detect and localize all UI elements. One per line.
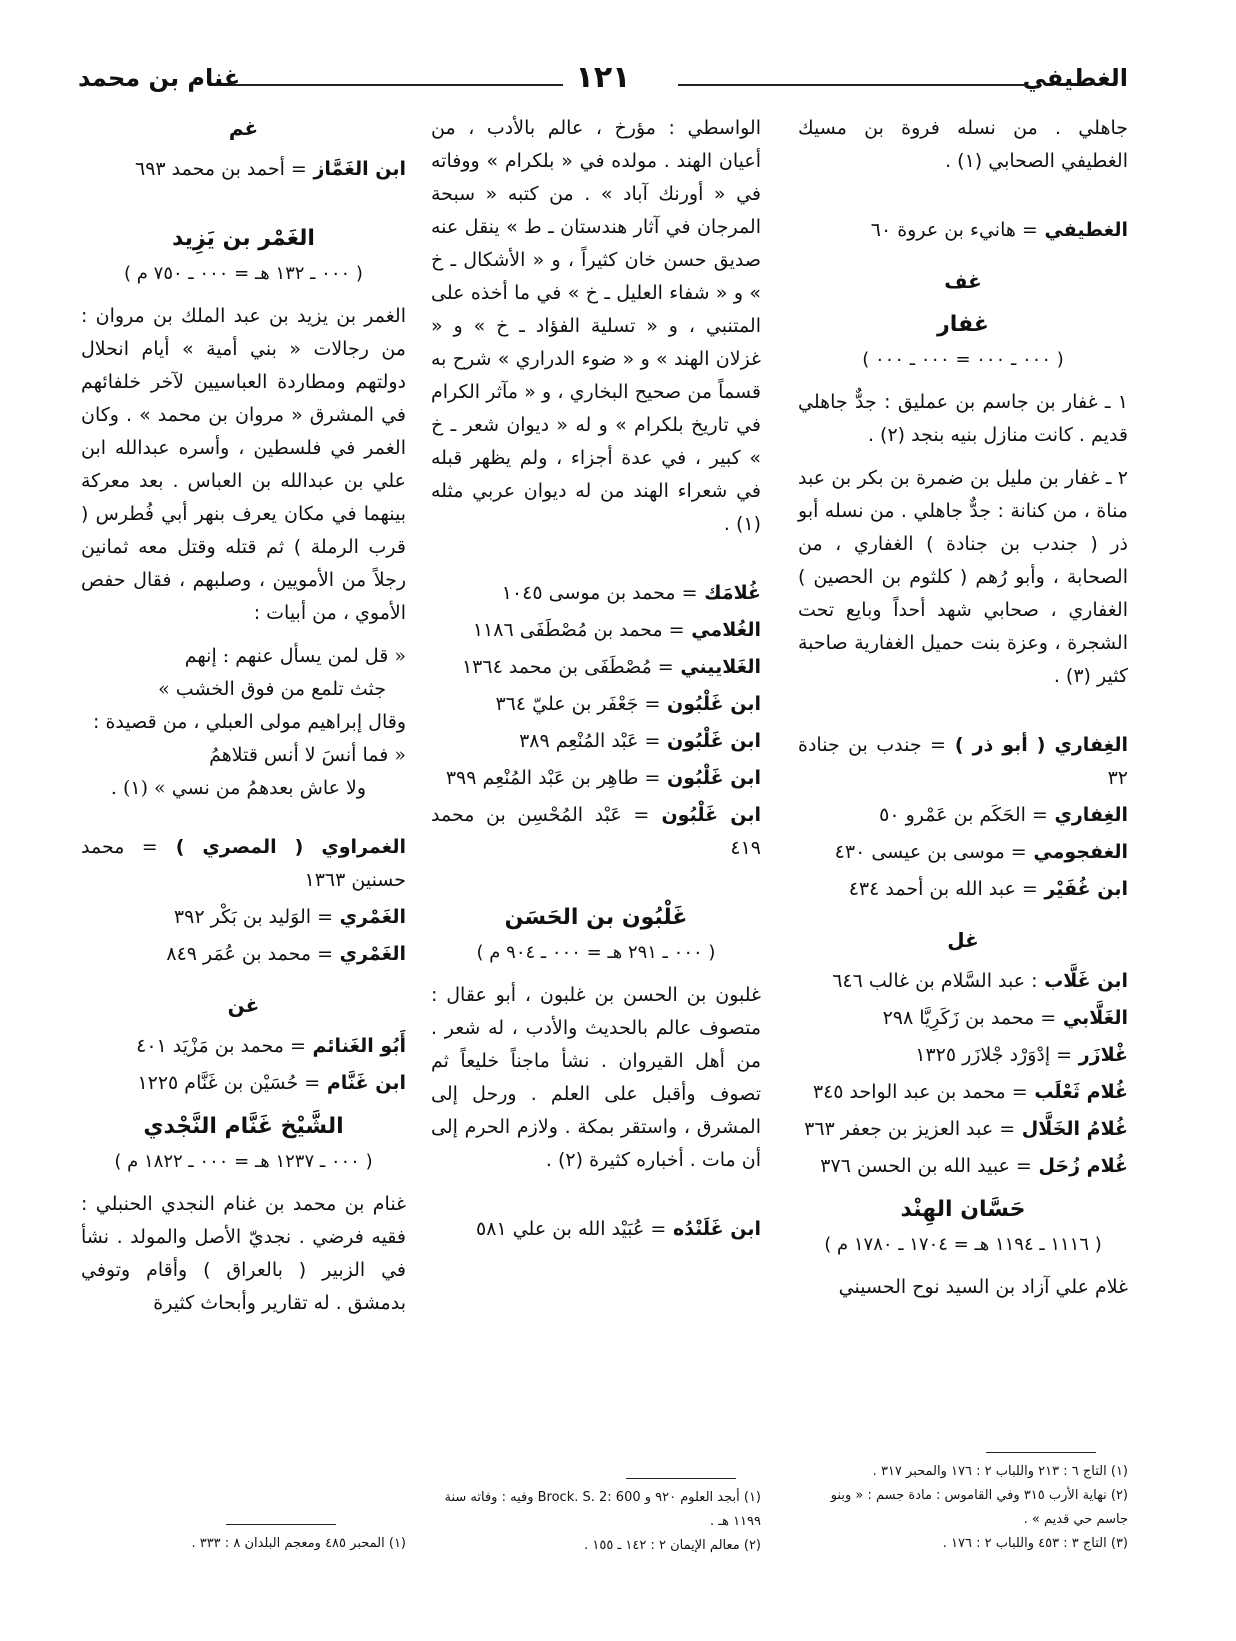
headword: الغِفاري ( أبو ذر ) xyxy=(945,734,1128,756)
verse-line: « فما أنسَ لا أنس قتلاهمُ xyxy=(209,744,406,766)
headword: الغطيفي xyxy=(1037,219,1128,241)
cross-reference: ابن غَلَنْدُه = عُبَيْد الله بن علي ٥٨١ xyxy=(476,1218,761,1240)
entry-heading: الغَمْر بن يَزِيد xyxy=(172,226,315,251)
cross-reference: ابن غَلْبُون = عَبْد المُحْسِن بن محمد ٤١٩ xyxy=(431,804,761,859)
paragraph: غلام علي آزاد بن السيد نوح الحسيني xyxy=(838,1276,1128,1298)
verse-line: ولا عاش بعدهمُ من نسي » (١) . xyxy=(110,777,366,799)
paragraph: ٢ ـ غفار بن مليل بن ضمرة بن بكر بن عبد مناة ، من كنانة : جدٌّ جاهلي . من نسله أبو ذر ( جندب بن جنادة ) الغفاري ، من الصحابة ، وأبو رُهم ( كلثوم بن الحصين ) الغفاري ، صحابي شهد أحداً وبايع تحت الشجرة ، وعزة بنت حميل الغفارية صاحبة كثير (٣) . xyxy=(798,467,1128,687)
column-left xyxy=(81,112,406,1330)
column-middle xyxy=(431,112,761,1250)
headword: ابن غَلْبُون xyxy=(660,730,761,752)
headword: غْلازَر xyxy=(1072,1044,1128,1066)
cross-reference: غْلازَر = إدْوَرْد جْلازَر ١٣٢٥ xyxy=(915,1044,1128,1066)
footnote: (١) التاج ٦ : ٢١٣ واللباب ٢ : ١٧٦ والمحبر ٣١٧ . xyxy=(872,1464,1128,1479)
paragraph: الغمر بن يزيد بن عبد الملك بن مروان : من رجالات « بني أمية » أيام انحلال دولتهم ومطاردة العباسيين لآخر خلفائهم في المشرق « مروان بن محمد » . وكان الغمر في فلسطين ، وأسره عبدالله ابن علي بن عبدالله بن العباس . بعد معركة بينهما في مكان يعرف بنهر أبي فُطرس ( قرب الرملة ) ثم قتله وقتل معه ثمانين رجلاً من الأمويين ، وصلبهم ، فقال حفص الأموي ، من أبيات : xyxy=(81,305,406,624)
headword: ابن الغَمَّاز xyxy=(306,158,406,180)
footnotes-right xyxy=(798,1460,1128,1556)
headword: الغفجومي xyxy=(1026,841,1128,863)
header-right-word: الغطيفي xyxy=(1022,64,1128,92)
footnote-rule xyxy=(986,1452,1096,1453)
paragraph: وقال إبراهيم مولى العبلي ، من قصيدة : xyxy=(93,711,406,733)
cross-reference: الغَلاييني = مُصْطَفَى بن محمد ١٣٦٤ xyxy=(461,656,761,678)
entry-dates: ( ٠٠٠ ـ ١٢٣٧ هـ = ٠٠٠ ـ ١٨٢٢ م ) xyxy=(114,1151,373,1172)
cross-reference: الغِفاري = الحَكَم بن عَمْرو ٥٠ xyxy=(879,804,1128,826)
column-right xyxy=(798,112,1128,1314)
running-head xyxy=(78,60,1128,104)
header-rule-right xyxy=(678,84,1028,86)
headword: ابن غَلْبُون xyxy=(660,693,761,715)
cross-reference: الغطيفي = هانيء بن عروة ٦٠ xyxy=(870,219,1128,241)
cross-reference: الغمراوي ( المصري ) = محمد حسنين ١٣٦٣ xyxy=(81,836,406,891)
cross-reference: ابن غَلَّاب : عبد السَّلام بن غالب ٦٤٦ xyxy=(832,970,1128,992)
headword: أَبُو الغَنائم xyxy=(305,1035,406,1057)
headword: غُلام زُحَل xyxy=(1031,1155,1128,1177)
footnote: (١) أبجد العلوم ٩٢٠ و Brock. S. 2: 600 وفيه : وفاته سنة ١١٩٩ هـ . xyxy=(444,1490,761,1529)
paragraph: ١ ـ غفار بن جاسم بن عمليق : جدٌّ جاهلي قديم . كانت منازل بنيه بنجد (٢) . xyxy=(798,391,1128,446)
entry-heading: غفار xyxy=(937,312,989,337)
headword: غُلام ثَعْلَب xyxy=(1027,1081,1128,1103)
cross-reference: الغِفاري ( أبو ذر ) = جندب بن جنادة ٣٢ xyxy=(798,734,1128,789)
entry-dates: ( ٠٠٠ ـ ١٣٢ هـ = ٠٠٠ ـ ٧٥٠ م ) xyxy=(124,263,363,284)
cross-reference: أَبُو الغَنائم = محمد بن مَزْيَد ٤٠١ xyxy=(136,1035,406,1057)
headword: الغُلامي xyxy=(684,619,761,641)
headword: ابن غُفَيْر xyxy=(1037,878,1128,900)
entry-heading: الشَّيْخ غَنَّام النَّجْدي xyxy=(143,1114,344,1139)
paragraph: غلبون بن الحسن بن غلبون ، أبو عقال : متصوف عالم بالحديث والأدب ، له شعر . من أهل القيروان . نشأ ماجناً خليعاً ثم تصوف وأقبل على العلم . ورحل إلى المشرق ، واستقر بمكة . ولازم الحرم إلى أن مات . أخباره كثيرة (٢) . xyxy=(431,984,761,1171)
headword: الغمراوي ( المصري ) xyxy=(157,836,406,858)
headword: ابن غَلْبُون xyxy=(660,767,761,789)
cross-reference: ابن الغَمَّاز = أحمد بن محمد ٦٩٣ xyxy=(135,158,406,180)
entry-dates: ( ٠٠٠ ـ ٢٩١ هـ = ٠٠٠ ـ ٩٠٤ م ) xyxy=(476,942,716,963)
headword: الغِفاري xyxy=(1047,804,1128,826)
entry-heading: غَلْبُون بن الحَسَن xyxy=(504,905,688,930)
headword: غُلامَك xyxy=(697,582,761,604)
footnote: (٢) نهاية الأرب ٣١٥ وفي القاموس : مادة جسم : « وبنو جاسم حي قديم » . xyxy=(830,1488,1128,1527)
cross-reference: غُلامَك = محمد بن موسى ١٠٤٥ xyxy=(501,582,761,604)
header-rule-left xyxy=(218,84,563,86)
cross-reference: الغَلَّابي = محمد بن زَكَرِيَّا ٢٩٨ xyxy=(882,1007,1128,1029)
headword: غُلامُ الخَلَّال xyxy=(1015,1118,1128,1140)
section-letters: غف xyxy=(944,269,982,293)
footnote-rule xyxy=(626,1478,736,1479)
entry-dates: ( ٠٠٠ ـ ٠٠٠ = ٠٠٠ ـ ٠٠٠ ) xyxy=(862,349,1064,370)
footnote: (٣) التاج ٣ : ٤٥٣ واللباب ٢ : ١٧٦ . xyxy=(942,1536,1128,1551)
cross-reference: غُلام ثَعْلَب = محمد بن عبد الواحد ٣٤٥ xyxy=(812,1081,1128,1103)
headword: الغَلَّابي xyxy=(1056,1007,1128,1029)
footnotes-middle xyxy=(431,1486,761,1558)
headword: ابن غَنَّام xyxy=(320,1072,406,1094)
cross-reference: غُلامُ الخَلَّال = عبد العزيز بن جعفر ٣٦٣ xyxy=(804,1118,1128,1140)
cross-reference: ابن غَلْبُون = طاهِر بن عَبْد المُنْعِم ٣٩٩ xyxy=(445,767,761,789)
paragraph: جاهلي . من نسله فروة بن مسيك الغطيفي الصحابي (١) . xyxy=(798,117,1128,172)
footnote: (٢) معالم الإيمان ٢ : ١٤٢ ـ ١٥٥ . xyxy=(584,1538,761,1553)
footnotes-left xyxy=(81,1532,406,1556)
headword: الغَلاييني xyxy=(673,656,761,678)
verse-line: جثث تلمع من فوق الخشب » xyxy=(158,678,386,700)
header-left-word: غنام بن محمد xyxy=(78,64,241,92)
headword: ابن غَلَنْدُه xyxy=(666,1218,761,1240)
cross-reference: ابن غَلْبُون = جَعْفَر بن عليّ ٣٦٤ xyxy=(495,693,761,715)
footnote-rule xyxy=(226,1524,336,1525)
headword: الغَمْري xyxy=(333,906,406,928)
entry-dates: ( ١١١٦ ـ ١١٩٤ هـ = ١٧٠٤ ـ ١٧٨٠ م ) xyxy=(824,1234,1102,1255)
cross-reference: ابن غَلْبُون = عَبْد المُنْعِم ٣٨٩ xyxy=(519,730,761,752)
cross-reference: الغَمْري = الوَليد بن بَكْر ٣٩٢ xyxy=(173,906,406,928)
cross-reference: الغُلامي = محمد بن مُصْطَفَى ١١٨٦ xyxy=(472,619,761,641)
entry-heading: حَسَّان الهِنْد xyxy=(900,1197,1026,1222)
cross-reference: ابن غَنَّام = حُسَيْن بن غَنَّام ١٢٢٥ xyxy=(137,1072,406,1094)
headword: ابن غَلَّاب xyxy=(1037,970,1128,992)
verse-line: « قل لمن يسأل عنهم : إنهم xyxy=(184,645,406,667)
section-letters: غل xyxy=(947,928,979,952)
section-letters: غن xyxy=(227,993,260,1017)
paragraph: الواسطي : مؤرخ ، عالم بالأدب ، من أعيان الهند . مولده في « بلكرام » ووفاته في « أورنك آباد » . من كتبه « سبحة المرجان في آثار هندستان ـ ط » ينقل عنه صديق حسن خان كثيراً ، و « الأشكال ـ خ » و « شفاء العليل ـ خ » في ما أخذه على المتنبي ، و « تسلية الفؤاد ـ خ » و « غزلان الهند » و « ضوء الدراري » شرح به قسماً من صحيح البخاري ، و « مآثر الكرام في تاريخ بلكرام » و له « ديوان شعر ـ خ » كبير ، في عدة أجزاء ، ولم يظهر قبله في شعراء الهند من له ديوان عربي مثله (١) . xyxy=(431,117,761,535)
section-letters: غم xyxy=(228,116,259,140)
cross-reference: الغفجومي = موسى بن عيسى ٤٣٠ xyxy=(834,841,1128,863)
page-number: ١٢١ xyxy=(566,60,641,95)
cross-reference: الغَمْري = محمد بن عُمَر ٨٤٩ xyxy=(166,943,406,965)
cross-reference: غُلام زُحَل = عبيد الله بن الحسن ٣٧٦ xyxy=(820,1155,1128,1177)
cross-reference: ابن غُفَيْر = عبد الله بن أحمد ٤٣٤ xyxy=(848,878,1128,900)
footnote: (١) المحبر ٤٨٥ ومعجم البلدان ٨ : ٣٣٣ . xyxy=(191,1536,406,1551)
headword: الغَمْري xyxy=(333,943,406,965)
paragraph: غنام بن محمد بن غنام النجدي الحنبلي : فقيه فرضي . نجديّ الأصل والمولد . نشأ في الزبير ( بالعراق ) وأقام وتوفي بدمشق . له تقارير وأبحاث كثيرة xyxy=(81,1193,406,1314)
headword: ابن غَلْبُون xyxy=(649,804,761,826)
